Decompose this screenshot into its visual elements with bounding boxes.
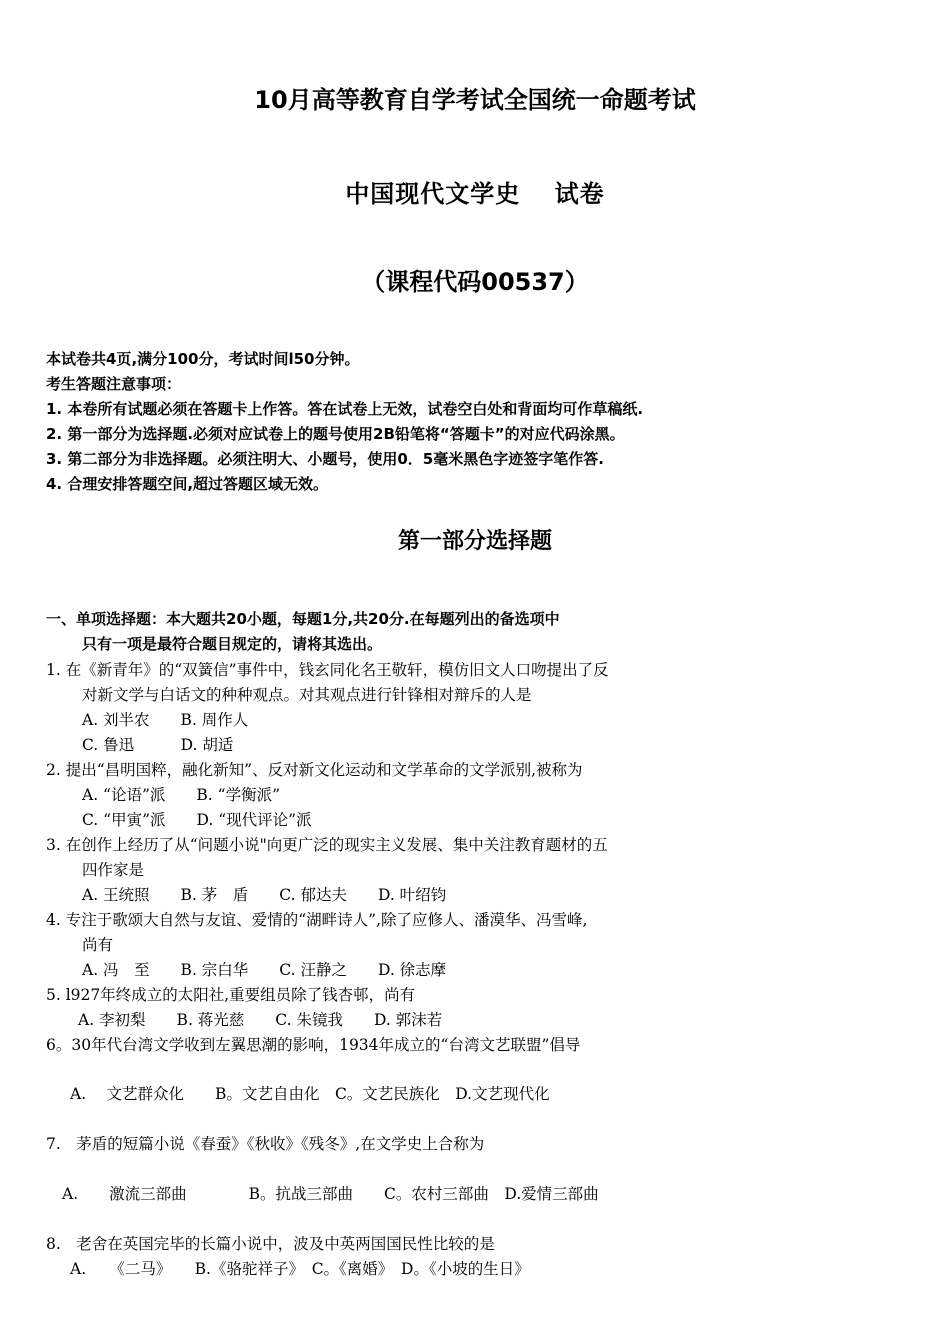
subject-title: 中国现代文学史 试卷 xyxy=(345,180,605,208)
question-text: 5. l927年终成立的太阳社,重要组员除了钱杏邨，尚有 xyxy=(46,986,416,1004)
question-options: A. 王统照 B. 茅 盾 C. 郁达夫 D. 叶绍钧 xyxy=(82,886,447,904)
notice-item: 2. 第一部分为选择题.必须对应试卷上的题号使用2B铅笔将“答题卡”的对应代码涂黑。 xyxy=(46,425,625,443)
question-text-cont: 四作家是 xyxy=(82,861,145,879)
section-instruction: 一、单项选择题：本大题共20小题，每题1分,共20分.在每题列出的备选项中 xyxy=(46,610,560,628)
question-options: A. “论语”派 B. “学衡派” xyxy=(82,786,280,804)
question-text-cont: 对新文学与白话文的种种观点。对其观点进行针锋相对辩斥的人是 xyxy=(82,686,532,704)
question-options: A. 刘半农 B. 周作人 xyxy=(82,711,249,729)
question-text-cont: 尚有 xyxy=(82,936,114,954)
question-options: A. 《二马》 B.《骆驼祥子》 C。《离婚》 D。《小坡的生日》 xyxy=(70,1260,530,1278)
question-options: A. 文艺群众化 B。文艺自由化 C。文艺民族化 D.文艺现代化 xyxy=(70,1085,550,1103)
course-code: （课程代码00537） xyxy=(361,268,589,296)
question-text: 6。30年代台湾文学收到左翼思潮的影响，1934年成立的“台湾文艺联盟”倡导 xyxy=(46,1036,581,1054)
notice-item: 4. 合理安排答题空间,超过答题区域无效。 xyxy=(46,475,329,493)
notice-summary: 本试卷共4页,满分100分，考试时间l50分钟。 xyxy=(46,350,360,368)
notice-item: 3. 第二部分为非选择题。必须注明大、小题号，使用0．5毫米黑色字迹签字笔作答. xyxy=(46,450,604,468)
section-title: 第一部分选择题 xyxy=(397,529,552,554)
question-options: C. 鲁迅 D. 胡适 xyxy=(82,736,234,754)
question-options: A. 李初梨 B. 蒋光慈 C. 朱镜我 D. 郭沫若 xyxy=(78,1011,443,1029)
question-options: A. 激流三部曲 B。抗战三部曲 C。农村三部曲 D.爱情三部曲 xyxy=(62,1185,599,1203)
question-text: 4. 专注于歌颂大自然与友谊、爱情的“湖畔诗人”,除了应修人、潘漠华、冯雪峰, xyxy=(46,911,588,929)
question-text: 2. 提出“昌明国粹，融化新知”、反对新文化运动和文学革命的文学派别,被称为 xyxy=(46,761,583,779)
question-text: 1. 在《新青年》的“双簧信”事件中，钱玄同化名王敬轩，模仿旧文人口吻提出了反 xyxy=(46,661,609,679)
notice-item: 1. 本卷所有试题必须在答题卡上作答。答在试卷上无效，试卷空白处和背面均可作草稿纸. xyxy=(46,400,644,418)
question-options: A. 冯 至 B. 宗白华 C. 汪静之 D. 徐志摩 xyxy=(82,961,447,979)
question-text: 7. 茅盾的短篇小说《春蚕》《秋收》《残冬》,在文学史上合称为 xyxy=(46,1135,485,1153)
question-options: C. “甲寅”派 D. “现代评论”派 xyxy=(82,811,312,829)
question-text: 3. 在创作上经历了从“问题小说"向更广泛的现实主义发展、集中关注教育题材的五 xyxy=(46,836,608,854)
question-text: 8. 老舍在英国完毕的长篇小说中，波及中英两国国民性比较的是 xyxy=(46,1235,495,1253)
exam-title: 10月高等教育自学考试全国统一命题考试 xyxy=(254,86,696,114)
section-instruction-cont: 只有一项是最符合题目规定的，请将其选出。 xyxy=(82,635,383,653)
notice-heading: 考生答题注意事项： xyxy=(46,375,182,393)
